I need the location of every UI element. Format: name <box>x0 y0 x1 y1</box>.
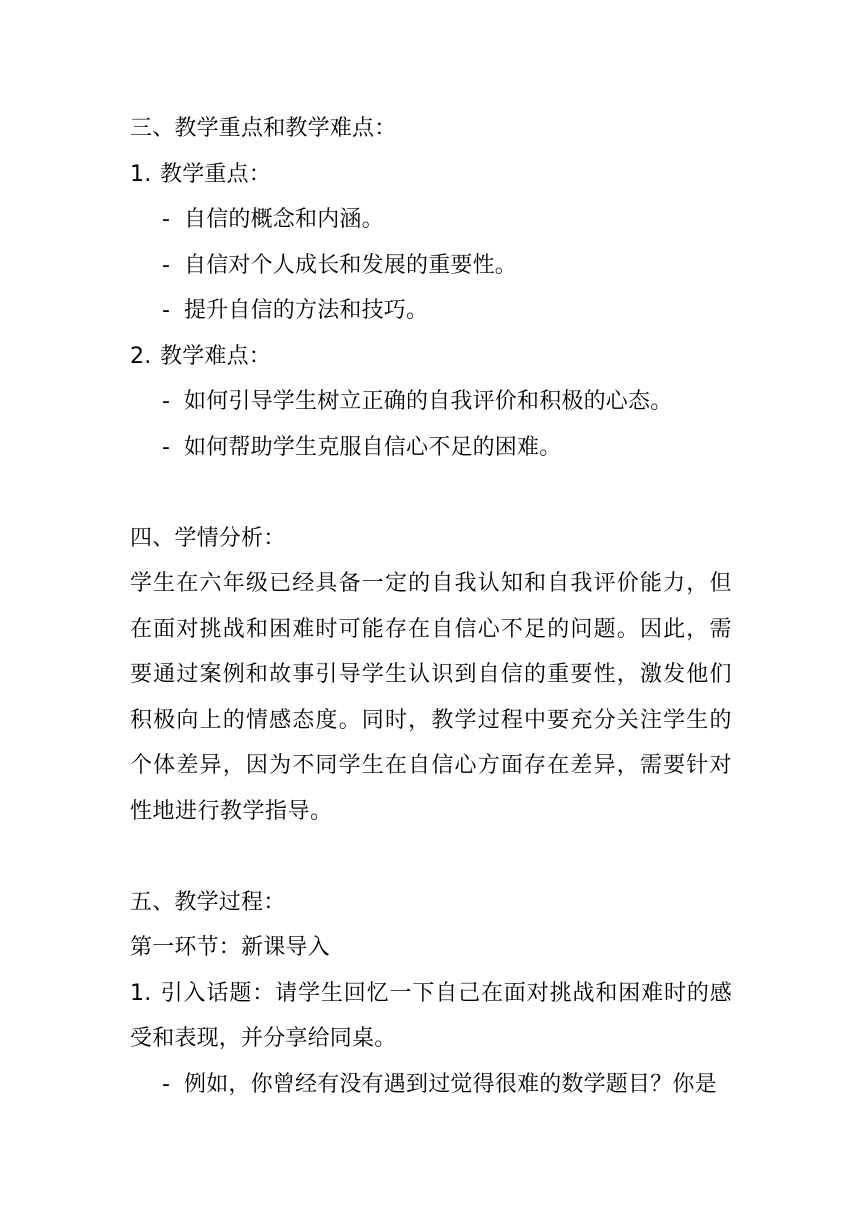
difficulties-heading <box>130 334 732 380</box>
list-item: - 自信的概念和内涵。 <box>130 197 732 243</box>
list-item <box>130 1062 732 1108</box>
dash-bullet: - <box>162 434 171 460</box>
dash-bullet: - <box>162 252 171 278</box>
list-item: - 如何帮助学生克服自信心不足的困难。 <box>130 425 732 471</box>
key-points-heading <box>130 152 732 198</box>
list-item: - 提升自信的方法和技巧。 <box>130 288 732 334</box>
dash-bullet: - <box>162 389 171 414</box>
dash-bullet: - <box>162 298 171 323</box>
list-number: 1. <box>130 161 152 187</box>
step-text: 引入话题：请学生回忆一下自己在面对挑战和困难时的感受和表现，并分享给同桌。 <box>130 980 732 1051</box>
step-item <box>130 971 732 1062</box>
learning-analysis-paragraph: 学生在六年级已经具备一定的自我认知和自我评价能力，但在面对挑战和困难时可能存在自信心不足的问题。因此，需要通过案例和故事引导学生认识到自信的重要性，激发他们积极向上的情感态度。同时，教学过程中要充分关注学生的个体差异，因为不同学生在自信心方面存在差异，需要针对性地进行教学指导。 <box>130 571 732 824</box>
list-item: - 自信对个人成长和发展的重要性。 <box>130 243 732 289</box>
key-points-label: 教学重点： <box>160 161 272 187</box>
list-number: 2. <box>130 343 152 369</box>
stage-heading: 第一环节：新课导入 <box>130 935 330 960</box>
blank-line <box>130 834 732 880</box>
section-heading-5: 五、教学过程： <box>130 889 286 915</box>
list-item: - 如何引导学生树立正确的自我评价和积极的心态。 <box>130 379 732 425</box>
list-number: 1. <box>130 980 152 1006</box>
dash-bullet: - <box>162 1071 171 1097</box>
example-text: 例如，你曾经有没有遇到过觉得很难的数学题目？你是 <box>184 1071 717 1097</box>
dash-bullet: - <box>162 207 171 232</box>
section-heading-3: 三、教学重点和教学难点： <box>130 116 397 141</box>
document-body <box>130 106 732 1107</box>
section-heading-4: 四、学情分析： <box>130 525 286 551</box>
difficulties-label: 教学难点： <box>160 343 272 369</box>
blank-line <box>130 470 732 516</box>
